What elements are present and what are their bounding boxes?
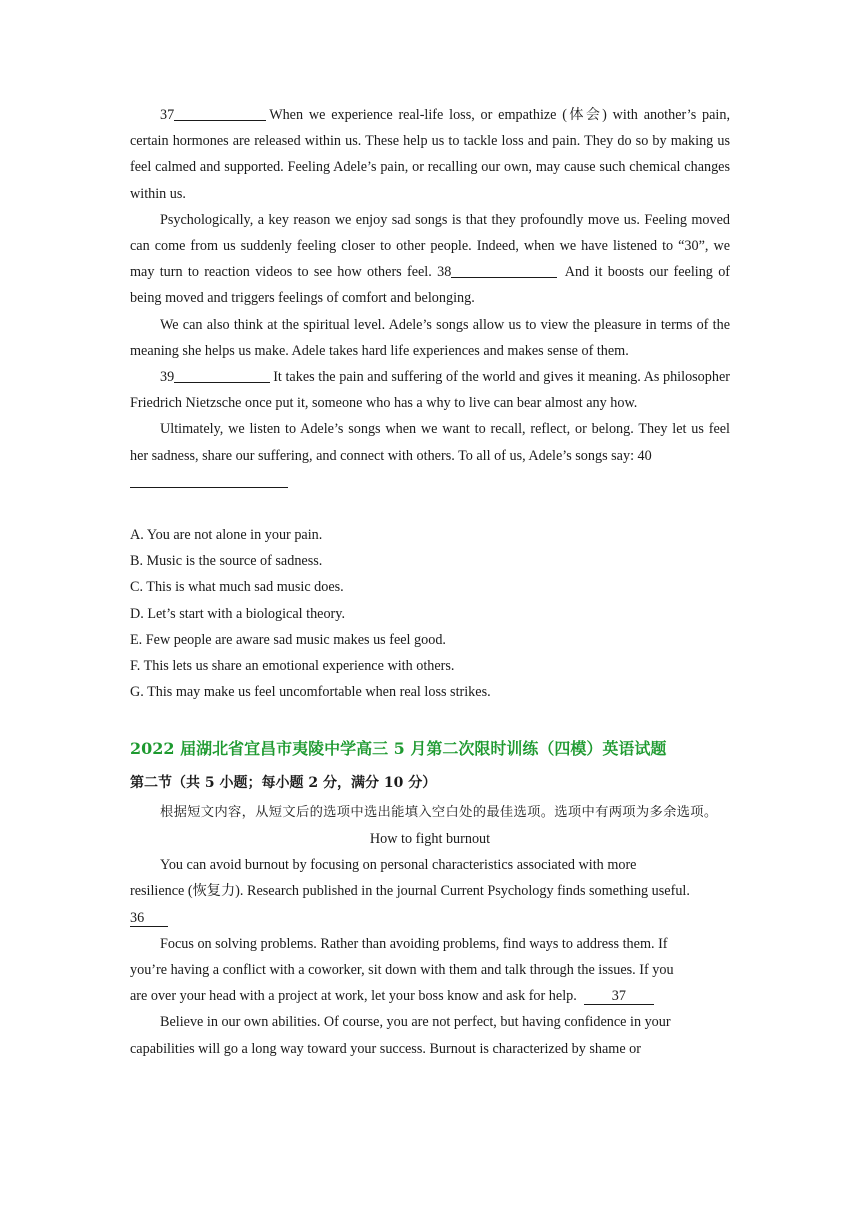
- option-g: G. This may make us feel uncomfortable when real loss strikes.: [130, 684, 491, 701]
- answer-blank-39: [174, 366, 270, 383]
- paragraph-spiritual: We can also think at the spiritual level. Adele’s songs allow us to view the pleasure in terms of the meaning she helps us make. Adele takes hard life experiences and makes sense of them.: [130, 316, 730, 359]
- option-b: B. Music is the source of sadness.: [130, 553, 323, 570]
- passage-two: [130, 799, 730, 1062]
- option-a: A. You are not alone in your pain.: [130, 527, 323, 543]
- option-f: F. This lets us share an emotional experience with others.: [130, 658, 455, 675]
- answer-blank-36: 36: [130, 910, 168, 927]
- option-e: E. Few people are aware sad music makes us feel good.: [130, 631, 446, 648]
- paragraph-line: you’re having a conflict with a coworker, sit down with them and talk through the issues. If you: [130, 962, 674, 979]
- paragraph-38: [130, 207, 730, 312]
- instruction-text: 根据短文内容，从短文后的选项中选出能填入空白处的最佳选项。选项中有两项为多余选项。: [160, 805, 718, 820]
- paragraph-line: Believe in our own abilities. Of course, you are not perfect, but having confidence in your: [160, 1014, 671, 1031]
- answer-blank-37b: 37: [584, 988, 654, 1005]
- passage-one: [130, 102, 730, 495]
- answer-blank-40: [130, 471, 288, 488]
- paragraph-text: And it boosts our feeling of being moved and triggers feelings of comfort and belonging.: [130, 264, 731, 307]
- paragraph-text: are over your head with a project at work, let your boss know and ask for help.: [130, 988, 577, 1005]
- options-list: [130, 522, 730, 705]
- question-number: 37: [160, 107, 175, 123]
- option-d: D. Let’s start with a biological theory.: [130, 605, 345, 622]
- paragraph-40: [130, 416, 730, 468]
- paragraph-line: capabilities will go a long way toward your success. Burnout is characterized by shame or: [130, 1040, 641, 1057]
- passage-title: How to fight burnout: [369, 831, 491, 847]
- answer-blank-38: [451, 261, 557, 278]
- exam-title: 2022 届湖北省宜昌市夷陵中学高三 5 月第二次限时训练（四模）英语试题: [130, 739, 667, 758]
- paragraph-text: It takes the pain and suffering of the world and gives it meaning. As philosopher Friedrich Nietzsche once put it, someone who has a why to live can bear almost any how.: [130, 369, 730, 412]
- answer-blank-37: [174, 104, 266, 121]
- paragraph-37: [130, 102, 730, 207]
- paragraph-line: [130, 983, 730, 1009]
- blank-36-line: [130, 905, 730, 931]
- paragraph-line: You can avoid burnout by focusing on personal characteristics associated with more: [160, 857, 637, 874]
- paragraph-text: Ultimately, we listen to Adele’s songs when we want to recall, reflect, or belong. They let us feel her sadness, share our suffering, and connect with others. To all of us, Adele’s songs say: 40: [130, 421, 730, 464]
- answer-blank-40-line: [130, 469, 730, 495]
- paragraph-line: Focus on solving problems. Rather than avoiding problems, find ways to address them. If: [160, 935, 668, 952]
- paragraph-line: resilience (恢复力). Research published in the journal Current Psychology finds something useful.: [130, 883, 690, 900]
- paragraph-text: When we experience real-life loss, or empathize (体会) with another’s pain, certain hormones are released within us. These help us to tackle loss and pain. They do so by making us feel calmed and supported. Feeling Adele’s pain, or recalling our own, may cause such chemical changes within us.: [130, 107, 730, 202]
- question-number: 39: [160, 369, 175, 386]
- section-heading: 第二节（共 5 小题；每小题 2 分，满分 10 分）: [130, 775, 437, 791]
- paragraph-39: [130, 364, 730, 416]
- paragraph-text: Psychologically, a key reason we enjoy sad songs is that they profoundly move us. Feeling moved can come from us suddenly feeling closer to other people. Indeed, when we have listened to “30”, we may turn to reaction videos to see how others feel. 38: [130, 211, 730, 281]
- option-c: C. This is what much sad music does.: [130, 579, 344, 596]
